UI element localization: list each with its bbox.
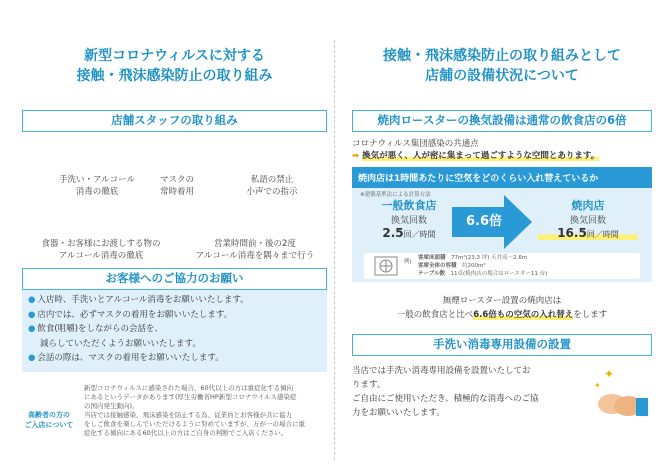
center-divider [334, 40, 335, 460]
spec-row: テーブル数 11卓(焼肉店の場合はロースター11 台) [418, 271, 548, 277]
basis-note: ※建築基準法による計算方法 [360, 192, 431, 198]
right-title-line1: 接触・飛沫感染防止の取り組みとして [383, 48, 621, 64]
staff-item-tableware: 食器・お客様にお渡しする物の アルコール消毒の徹底 [41, 239, 161, 261]
spec-table [418, 254, 547, 278]
smokeless-text [352, 294, 652, 322]
ventilation-panel [352, 167, 652, 282]
yakiniku-label: 焼肉店 [571, 199, 605, 212]
cluster-highlight-row [352, 150, 652, 163]
question-bar: 焼肉店は1時間あたりに空気をどのくらい入れ替えているか [352, 167, 652, 188]
spec-box [364, 253, 640, 279]
general-stats [364, 197, 454, 240]
elderly-label: 高齢者の方の ご入店について [24, 411, 74, 429]
spec-row: 客席床面積 77m²(23.3 坪) 天井高～2.6m [418, 255, 528, 261]
elderly-section [22, 384, 327, 464]
fan-icon [374, 256, 398, 276]
customer-bullet: ● 店内では、必ずマスクの着用をお願いいたします。 [28, 308, 321, 323]
customer-panel [22, 290, 327, 372]
left-column [22, 0, 327, 464]
general-label: 一般飲食店 [381, 199, 437, 212]
spec-row: 客席全体の容積 約200m³ [418, 263, 486, 269]
left-title [22, 46, 327, 86]
left-title-line2: 接触・飛沫感染防止の取り組み [76, 68, 273, 84]
staff-item-hours: 営業時間前・後の2度 アルコール消毒を隅々まで行う [195, 239, 315, 261]
handwash-heading: 手洗い消毒専用設備の設置 [352, 334, 652, 356]
staff-items [22, 132, 327, 264]
cluster-highlight: 換気が悪く、人が密に集まって過ごすような空間とあります。 [362, 151, 600, 161]
roaster-heading: 焼肉ロースターの換気設備は通常の飲食店の6倍 [352, 110, 652, 132]
cluster-text: コロナウィルス集団感染の共通点 [352, 139, 479, 149]
smokeless-line2: 一般の飲食店と比べ6.6倍もの空気の入れ替えをします [396, 310, 608, 320]
yakiniku-value-row: 16.5回／時間 [538, 226, 638, 240]
svg-text:✦: ✦ [594, 381, 601, 390]
ratio-label: 6.6倍 [465, 214, 503, 229]
customer-heading: お客様へのご協力のお願い [22, 268, 327, 290]
right-title [352, 46, 652, 86]
staff-item-quiet: 私語の禁止 小声での指示 [246, 175, 298, 197]
handwash-text: 当店では手洗い消毒専用設備を設置いたしてお ります。 ご自由にご使用いただき、積極的な消毒へのご協 力をお願いいたします。 [352, 366, 539, 418]
right-title-line2: 店舗の設備状況について [425, 68, 579, 84]
staff-heading: 店舗スタッフの取り組み [22, 110, 327, 132]
right-column [352, 0, 652, 430]
handwash-hands-icon [590, 364, 648, 426]
svg-text:✦: ✦ [604, 367, 615, 381]
general-sub: 換気回数 [390, 216, 427, 226]
example-label: 例) [404, 259, 412, 265]
handwash-section [352, 364, 652, 430]
staff-item-handwash: 手洗い・アルコール 消毒の徹底 [59, 175, 135, 197]
yakiniku-stats [538, 197, 638, 240]
customer-bullet: ● 入店時、手洗いとアルコール消毒をお願いいたします。 [28, 293, 321, 308]
customer-bullet: ● 飲食(咀嚼)をしながらの会話を、 [28, 322, 321, 337]
smokeless-line1: 無煙ロースター設置の焼肉店は [442, 296, 562, 306]
left-title-line1: 新型コロナウィルスに対する [84, 48, 265, 64]
customer-bullet-cont: 減らしていただくようお願いいたします。 [40, 338, 201, 349]
arrow-right-icon: ➡ [352, 151, 360, 161]
customer-bullet: ● 会話の際は、マスクの着用をお願いいたします。 [28, 351, 321, 366]
staff-item-mask: マスクの 常時着用 [159, 175, 194, 197]
yakiniku-sub: 換気回数 [569, 216, 606, 226]
general-value-row: 2.5回／時間 [382, 226, 436, 240]
elderly-text: 新型コロナウィルスに感染された場合、60代以上の方は重症化する傾向 にあるというデータがあります(厚生労働省HP新型コロナウイルス感染症 の国内発生動向)。 当店では接触感染、飛沫感染を防止する為、従業員とお客様が共に協力 をしご飲食を楽しんでいただけるように努めていますが、万が一の場合に重 症化する傾向にある60代以上の方はご自身の判断でご入店ください。 [84, 384, 305, 437]
